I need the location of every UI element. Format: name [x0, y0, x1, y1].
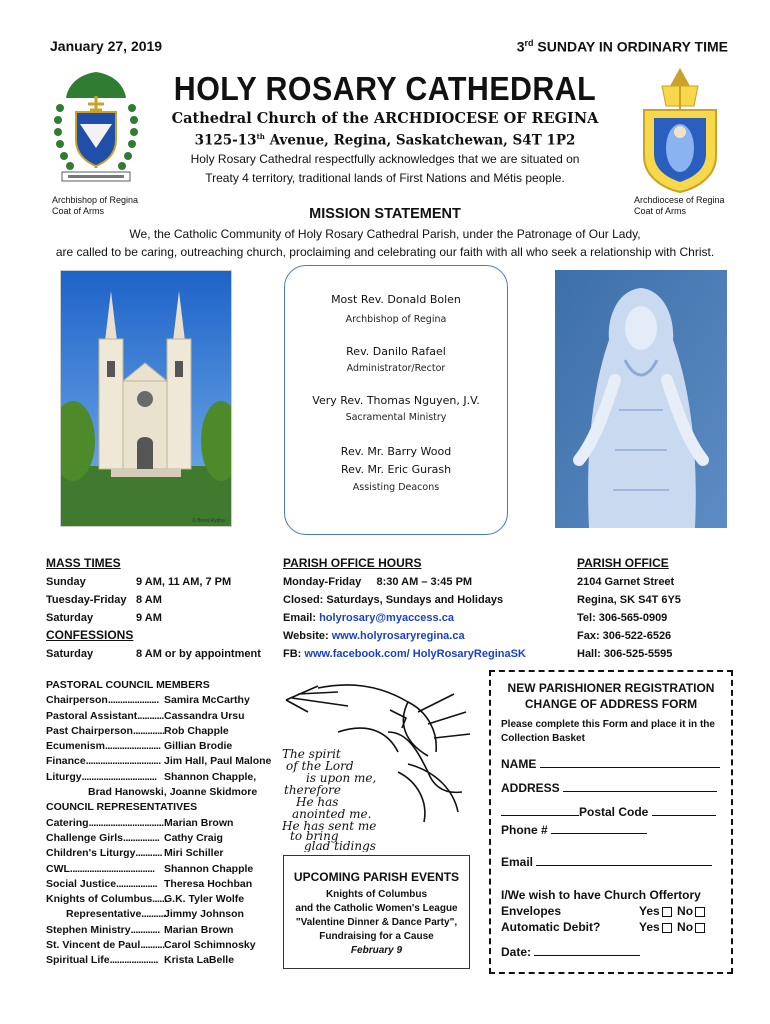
postal-code-field[interactable]: Postal Code — [501, 804, 716, 819]
office-website: Website: www.holyrosaryregina.ca — [283, 630, 465, 642]
spirit-line: He has sent me — [282, 819, 377, 833]
confessions-heading: CONFESSIONS — [46, 628, 134, 642]
website-link[interactable]: www.holyrosaryregina.ca — [331, 630, 465, 642]
form-title: NEW PARISHIONER REGISTRATION CHANGE OF ADDRESS FORM — [507, 681, 715, 711]
mary-statue-image — [555, 270, 727, 528]
office-street: 2104 Garnet Street — [577, 576, 675, 588]
office-hours-weekday: Monday-Friday 8:30 AM – 3:45 PM — [283, 576, 473, 588]
rep-row: Social Justice................. Theresa Hochban — [46, 877, 253, 890]
left-coat-caption: Archbishop of Regina Coat of Arms — [52, 195, 139, 216]
mass-time: 9 AM, 11 AM, 7 PM — [136, 576, 232, 588]
rep-row: Stephen Ministry............ Marian Brown — [46, 923, 234, 936]
rep-row: Representative.......... Jimmy Johnson — [66, 908, 244, 921]
council-heading: PASTORAL COUNCIL MEMBERS — [46, 679, 210, 691]
event-line: Knights of Columbus — [325, 889, 428, 900]
mission-heading: MISSION STATEMENT — [309, 206, 461, 222]
name-field[interactable]: NAME — [501, 756, 720, 771]
rep-row: Knights of Columbus...... G.K. Tyler Wolfe — [46, 893, 245, 906]
council-row: Pastoral Assistant........... Cassandra Ursu — [46, 709, 245, 722]
clergy-name: Rev. Danilo Rafael — [346, 345, 446, 358]
envelopes-no-checkbox[interactable] — [695, 907, 705, 917]
office-fax: Fax: 306-522-6526 — [577, 630, 672, 642]
spirit-line: He has — [296, 795, 339, 809]
clergy-role: Sacramental Ministry — [345, 412, 447, 423]
spirit-line: is upon me, — [306, 771, 377, 785]
land-acknowledgement: Holy Rosary Cathedral respectfully acknowledges that we are situated on Treaty 4 territory, traditional lands of First Nations and Métis people. — [190, 152, 580, 185]
spirit-line: The spirit — [282, 747, 341, 761]
right-coat-caption: Archdiocese of Regina Coat of Arms — [634, 195, 725, 216]
archdiocese-coat-of-arms — [636, 66, 724, 194]
date-field[interactable]: Date: — [501, 944, 640, 959]
council-row: Chairperson..................... Samira McCarthy — [46, 694, 250, 707]
bulletin-date: January 27, 2019 — [50, 38, 163, 54]
envelopes-row: Envelopes Yes No — [501, 904, 721, 918]
rep-row: Challenge Girls............... Cathy Craig — [46, 831, 223, 844]
clergy-role: Archbishop of Regina — [345, 314, 447, 325]
rep-row: Catering............................... Marian Brown — [46, 816, 234, 829]
reps-heading: COUNCIL REPRESENTATIVES — [46, 801, 198, 814]
form-instructions: Please complete this Form and place it in the Collection Basket — [501, 719, 715, 744]
facebook-link[interactable]: www.facebook.com/ HolyRosaryReginaSK — [304, 648, 526, 660]
council-row: Past Chairperson............. Rob Chapple — [46, 724, 229, 737]
pastoral-council — [46, 678, 276, 969]
envelopes-yes-checkbox[interactable] — [662, 907, 672, 917]
office-tel: Tel: 306-565-0909 — [577, 612, 668, 624]
spirit-line: glad tidings — [304, 839, 376, 852]
auto-no-checkbox[interactable] — [695, 923, 705, 933]
cathedral-address: 3125-13th Avenue, Regina, Saskatchewan, S4T 1P2 — [194, 132, 576, 149]
auto-debit-row: Automatic Debit? Yes No — [501, 920, 721, 934]
mass-times-heading: MASS TIMES — [46, 556, 121, 570]
confession-time: 8 AM or by appointment — [136, 648, 261, 660]
clergy-name: Most Rev. Donald Bolen — [331, 293, 461, 306]
event-line: Fundraising for a Cause — [319, 931, 434, 942]
events-heading: UPCOMING PARISH EVENTS — [293, 870, 460, 884]
email-link[interactable]: holyrosary@myaccess.ca — [319, 612, 454, 624]
confession-day: Saturday — [46, 648, 94, 660]
office-hours-heading: PARISH OFFICE HOURS — [283, 556, 422, 570]
event-date: February 9 — [350, 945, 403, 956]
spirit-illustration — [278, 672, 478, 852]
page-title: HOLY ROSARY CATHEDRAL — [173, 70, 597, 107]
mass-day: Tuesday-Friday — [46, 594, 127, 606]
council-row: Finance............................... Jim Hall, Paul Malone — [46, 755, 272, 768]
office-hall: Hall: 306-525-5595 — [577, 648, 673, 660]
office-hours-closed: Closed: Saturdays, Sundays and Holidays — [283, 594, 504, 606]
office-city: Regina, SK S4T 6Y5 — [577, 594, 681, 606]
spirit-line: of the Lord — [286, 759, 354, 773]
rep-row: St. Vincent de Paul.......... Carol Schimnosky — [46, 939, 256, 952]
photo-credit: © Brent Rydhe — [192, 518, 225, 524]
mass-day: Saturday — [46, 612, 94, 624]
spirit-line: therefore — [284, 783, 341, 797]
email-field[interactable]: Email — [501, 854, 712, 869]
clergy-box — [284, 265, 508, 535]
auto-yes-checkbox[interactable] — [662, 923, 672, 933]
rep-row: Spiritual Life.................... Krista LaBelle — [46, 954, 235, 967]
rep-row: Children's Liturgy........... Miri Schiller — [46, 847, 224, 860]
mission-statement: We, the Catholic Community of Holy Rosary Cathedral Parish, under the Patronage of Our Lady, are called to be caring, outreaching church, proclaiming and celebrating our faith with all who seek a relationship with Christ. — [55, 227, 715, 259]
cathedral-photo — [60, 270, 232, 527]
rep-row: CWL................................... Shannon Chapple — [46, 862, 254, 875]
event-line: "Valentine Dinner & Dance Party", — [295, 917, 458, 928]
spirit-line: to bring — [290, 829, 339, 843]
deacon-name: Rev. Mr. Barry Wood — [340, 445, 452, 458]
office-email: Email: holyrosary@myaccess.ca — [283, 612, 454, 624]
deacon-role: Assisting Deacons — [352, 482, 440, 493]
office-facebook: FB: www.facebook.com/ HolyRosaryReginaSK — [283, 648, 526, 660]
spirit-line: anointed me. — [292, 807, 372, 821]
deacon-name: Rev. Mr. Eric Gurash — [340, 463, 452, 476]
mass-day: Sunday — [46, 576, 86, 588]
event-line: and the Catholic Women's League — [295, 903, 458, 914]
clergy-role: Administrator/Rector — [346, 363, 446, 374]
address-field[interactable]: ADDRESS — [501, 780, 717, 795]
mass-time: 8 AM — [136, 594, 162, 606]
offertory-label: I/We wish to have Church Offertory — [501, 888, 701, 902]
registration-form — [489, 670, 733, 974]
council-row: Ecumenism....................... Gillian Brodie — [46, 740, 233, 753]
cathedral-subtitle: Cathedral Church of the ARCHDIOCESE OF REGINA — [171, 110, 599, 127]
upcoming-events-box — [283, 855, 470, 969]
parish-office-heading: PARISH OFFICE — [577, 556, 669, 570]
council-row: Liturgy............................... Shannon Chapple, — [46, 770, 257, 783]
clergy-name: Very Rev. Thomas Nguyen, J.V. — [312, 394, 480, 407]
mass-time: 9 AM — [136, 612, 162, 624]
phone-field[interactable]: Phone # — [501, 822, 647, 837]
liturgical-day: 3rd SUNDAY IN ORDINARY TIME — [516, 38, 728, 55]
council-row-cont: Brad Hanowski, Joanne Skidmore — [88, 786, 258, 799]
